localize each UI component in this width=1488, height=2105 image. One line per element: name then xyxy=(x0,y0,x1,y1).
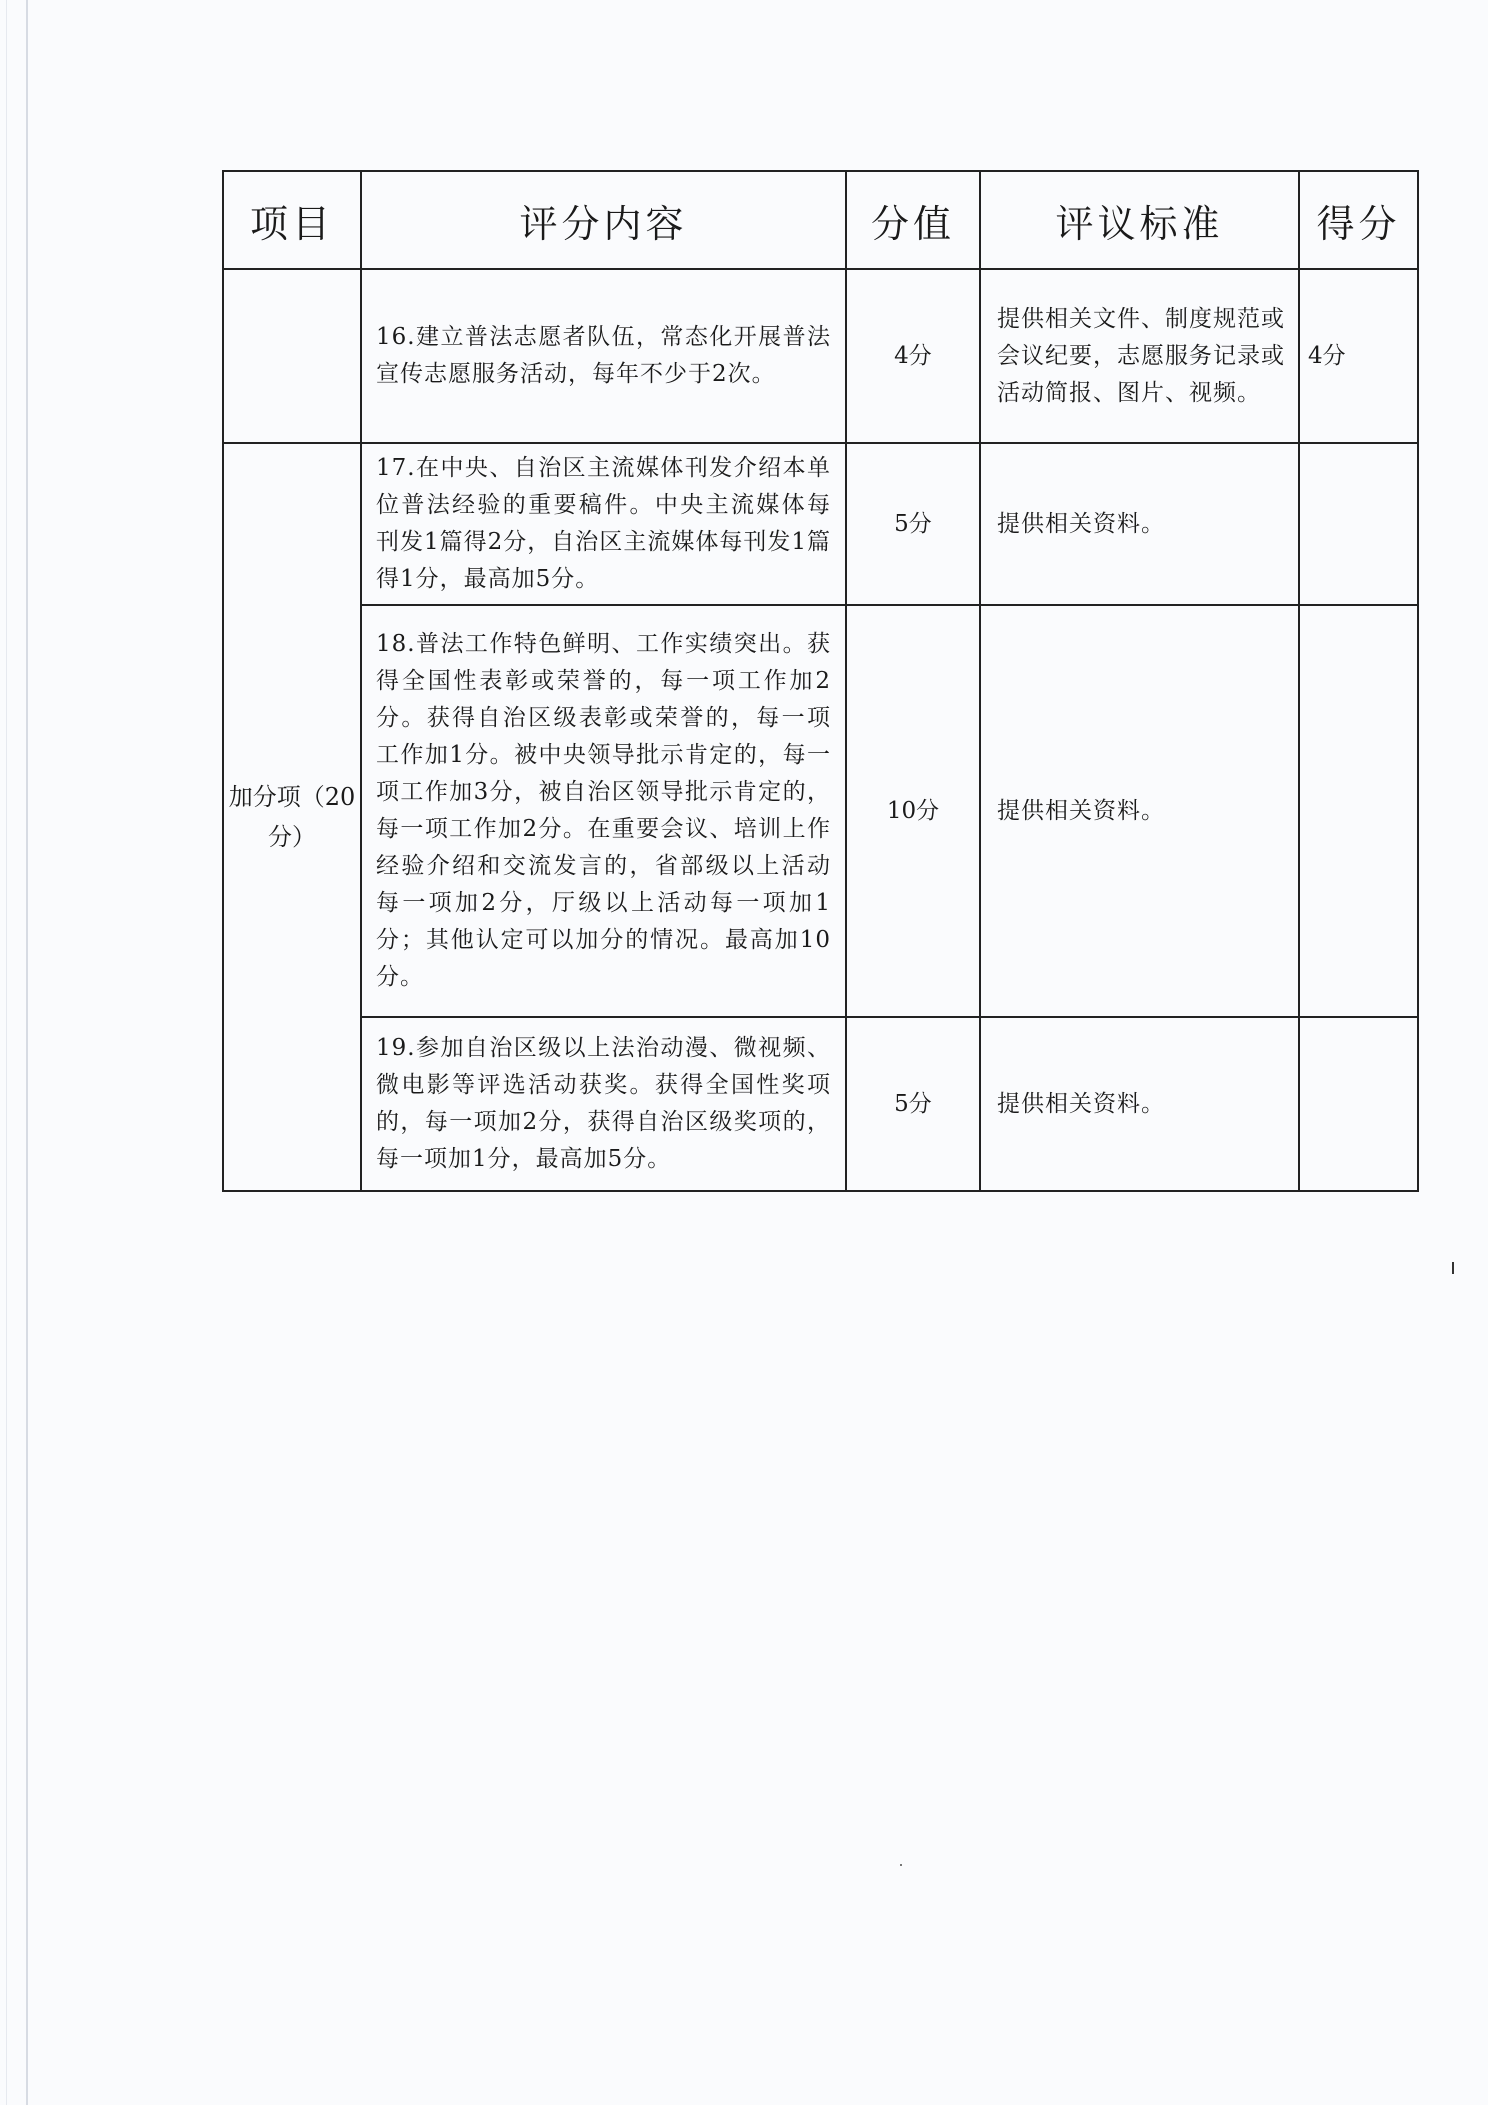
scan-speck xyxy=(900,1864,902,1866)
table-row xyxy=(223,605,1418,1017)
standard-cell: 提供相关资料。 xyxy=(980,1017,1299,1191)
scan-edge-line xyxy=(26,0,28,2105)
header-score: 得分 xyxy=(1299,171,1418,269)
table-row xyxy=(223,443,1418,605)
header-content: 评分内容 xyxy=(361,171,846,269)
score-cell xyxy=(1299,1017,1418,1191)
standard-cell: 提供相关资料。 xyxy=(980,605,1299,1017)
score-cell xyxy=(1299,443,1418,605)
scan-edge-line xyxy=(6,0,7,2105)
standard-cell: 提供相关资料。 xyxy=(980,443,1299,605)
scan-speck xyxy=(1452,1262,1454,1274)
table-row xyxy=(223,1017,1418,1191)
value-cell: 10分 xyxy=(846,605,980,1017)
value-cell: 5分 xyxy=(846,1017,980,1191)
content-cell: 16.建立普法志愿者队伍，常态化开展普法宣传志愿服务活动，每年不少于2次。 xyxy=(361,269,846,443)
content-cell: 18.普法工作特色鲜明、工作实绩突出。获得全国性表彰或荣誉的，每一项工作加2分。获得自治区级表彰或荣誉的，每一项工作加1分。被中央领导批示肯定的，每一项工作加3分，被自治区领导批示肯定的，每一项工作加2分。在重要会议、培训上作经验介绍和交流发言的，省部级以上活动每一项加2分，厅级以上活动每一项加1分；其他认定可以加分的情况。最高加10分。 xyxy=(361,605,846,1017)
score-cell: 4分 xyxy=(1299,269,1418,443)
table-header-row xyxy=(223,171,1418,269)
table-row xyxy=(223,269,1418,443)
score-cell xyxy=(1299,605,1418,1017)
scoring-table xyxy=(222,170,1419,1192)
standard-cell: 提供相关文件、制度规范或会议纪要，志愿服务记录或活动简报、图片、视频。 xyxy=(980,269,1299,443)
content-cell: 19.参加自治区级以上法治动漫、微视频、微电影等评选活动获奖。获得全国性奖项的，每一项加2分，获得自治区级奖项的，每一项加1分，最高加5分。 xyxy=(361,1017,846,1191)
content-cell: 17.在中央、自治区主流媒体刊发介绍本单位普法经验的重要稿件。中央主流媒体每刊发1篇得2分，自治区主流媒体每刊发1篇得1分，最高加5分。 xyxy=(361,443,846,605)
header-item: 项目 xyxy=(223,171,361,269)
header-standard: 评议标准 xyxy=(980,171,1299,269)
value-cell: 5分 xyxy=(846,443,980,605)
bonus-item-cell: 加分项（20分） xyxy=(223,443,361,1191)
item-cell xyxy=(223,269,361,443)
value-cell: 4分 xyxy=(846,269,980,443)
header-value: 分值 xyxy=(846,171,980,269)
